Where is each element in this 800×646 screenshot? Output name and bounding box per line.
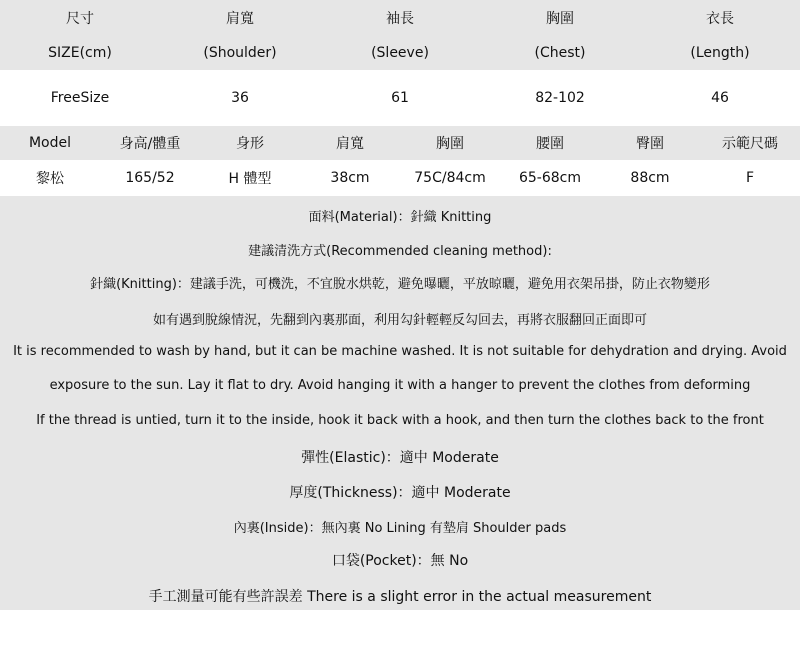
chest-header-zh: 胸圍 bbox=[546, 11, 574, 27]
length-header-zh: 衣長 bbox=[706, 11, 734, 27]
model-table-header bbox=[0, 126, 800, 160]
model-shoulder-value: 38cm bbox=[330, 170, 370, 186]
body-shape-value: H 體型 bbox=[228, 171, 272, 187]
model-name: 黎松 bbox=[36, 171, 64, 187]
size-header-zh: 尺寸 bbox=[66, 11, 94, 27]
sleeve-value: 61 bbox=[391, 90, 409, 106]
material-line: 面料(Material)：針織 Knitting bbox=[308, 210, 492, 225]
size-table-header bbox=[0, 0, 800, 70]
chest-header-en: (Chest) bbox=[534, 45, 586, 61]
shoulder-header-en: (Shoulder) bbox=[203, 45, 277, 61]
model-header: Model bbox=[28, 135, 72, 151]
sleeve-header-zh: 袖長 bbox=[386, 11, 414, 27]
cleaning-title: 建議清洗方式(Recommended cleaning method): bbox=[248, 244, 552, 259]
hip-value: 88cm bbox=[630, 170, 670, 186]
inside-line: 內裏(Inside)：無內裏 No Lining 有墊肩 Shoulder pads bbox=[233, 521, 567, 536]
cleaning-zh-line-2: 如有遇到脫線情況，先翻到內裏那面，利用勾針輕輕反勾回去，再將衣服翻回正面即可 bbox=[152, 313, 647, 328]
pocket-line: 口袋(Pocket)：無 No bbox=[331, 553, 469, 569]
hip-header: 臀圍 bbox=[636, 136, 664, 152]
thickness-line: 厚度(Thickness)：適中 Moderate bbox=[289, 485, 511, 501]
size-table-row bbox=[0, 70, 800, 126]
length-value: 46 bbox=[711, 90, 729, 106]
model-chest-value: 75C/84cm bbox=[414, 170, 486, 186]
shoulder-header-zh: 肩寬 bbox=[226, 11, 254, 27]
model-shoulder-header: 肩寬 bbox=[336, 136, 364, 152]
chest-value: 82-102 bbox=[535, 90, 585, 106]
measurement-note: 手工測量可能有些許誤差 There is a slight error in the actual measurement bbox=[148, 589, 652, 605]
sample-size-header: 示範尺碼 bbox=[722, 136, 778, 152]
body-shape-header: 身形 bbox=[236, 136, 264, 152]
model-chest-header: 胸圍 bbox=[436, 136, 464, 152]
height-weight-header: 身高/體重 bbox=[119, 136, 181, 152]
cleaning-en-line-2: exposure to the sun. Lay it flat to dry. Avoid hanging it with a hanger to prevent the clothes from deforming bbox=[49, 378, 751, 393]
cleaning-en-line-1: It is recommended to wash by hand, but it can be machine washed. It is not suitable for dehydration and drying. Avoid bbox=[13, 344, 787, 359]
waist-header: 腰圍 bbox=[536, 136, 564, 152]
size-header-en: SIZE(cm) bbox=[48, 45, 112, 61]
sleeve-header-en: (Sleeve) bbox=[371, 45, 429, 61]
size-value: FreeSize bbox=[50, 90, 110, 106]
model-table-row bbox=[0, 160, 800, 196]
shoulder-value: 36 bbox=[231, 90, 249, 106]
cleaning-zh-line-1: 針織(Knitting)：建議手洗，可機洗，不宜脫水烘乾，避免曝曬，平放晾曬，避免用衣架吊掛，防止衣物變形 bbox=[90, 277, 710, 292]
elastic-line: 彈性(Elastic)：適中 Moderate bbox=[301, 450, 499, 466]
length-header-en: (Length) bbox=[690, 45, 750, 61]
cleaning-en-line-3: If the thread is untied, turn it to the inside, hook it back with a hook, and then turn the clothes back to the front bbox=[36, 413, 764, 428]
waist-value: 65-68cm bbox=[518, 170, 581, 186]
height-weight-value: 165/52 bbox=[125, 170, 175, 186]
sample-size-value: F bbox=[745, 170, 755, 186]
